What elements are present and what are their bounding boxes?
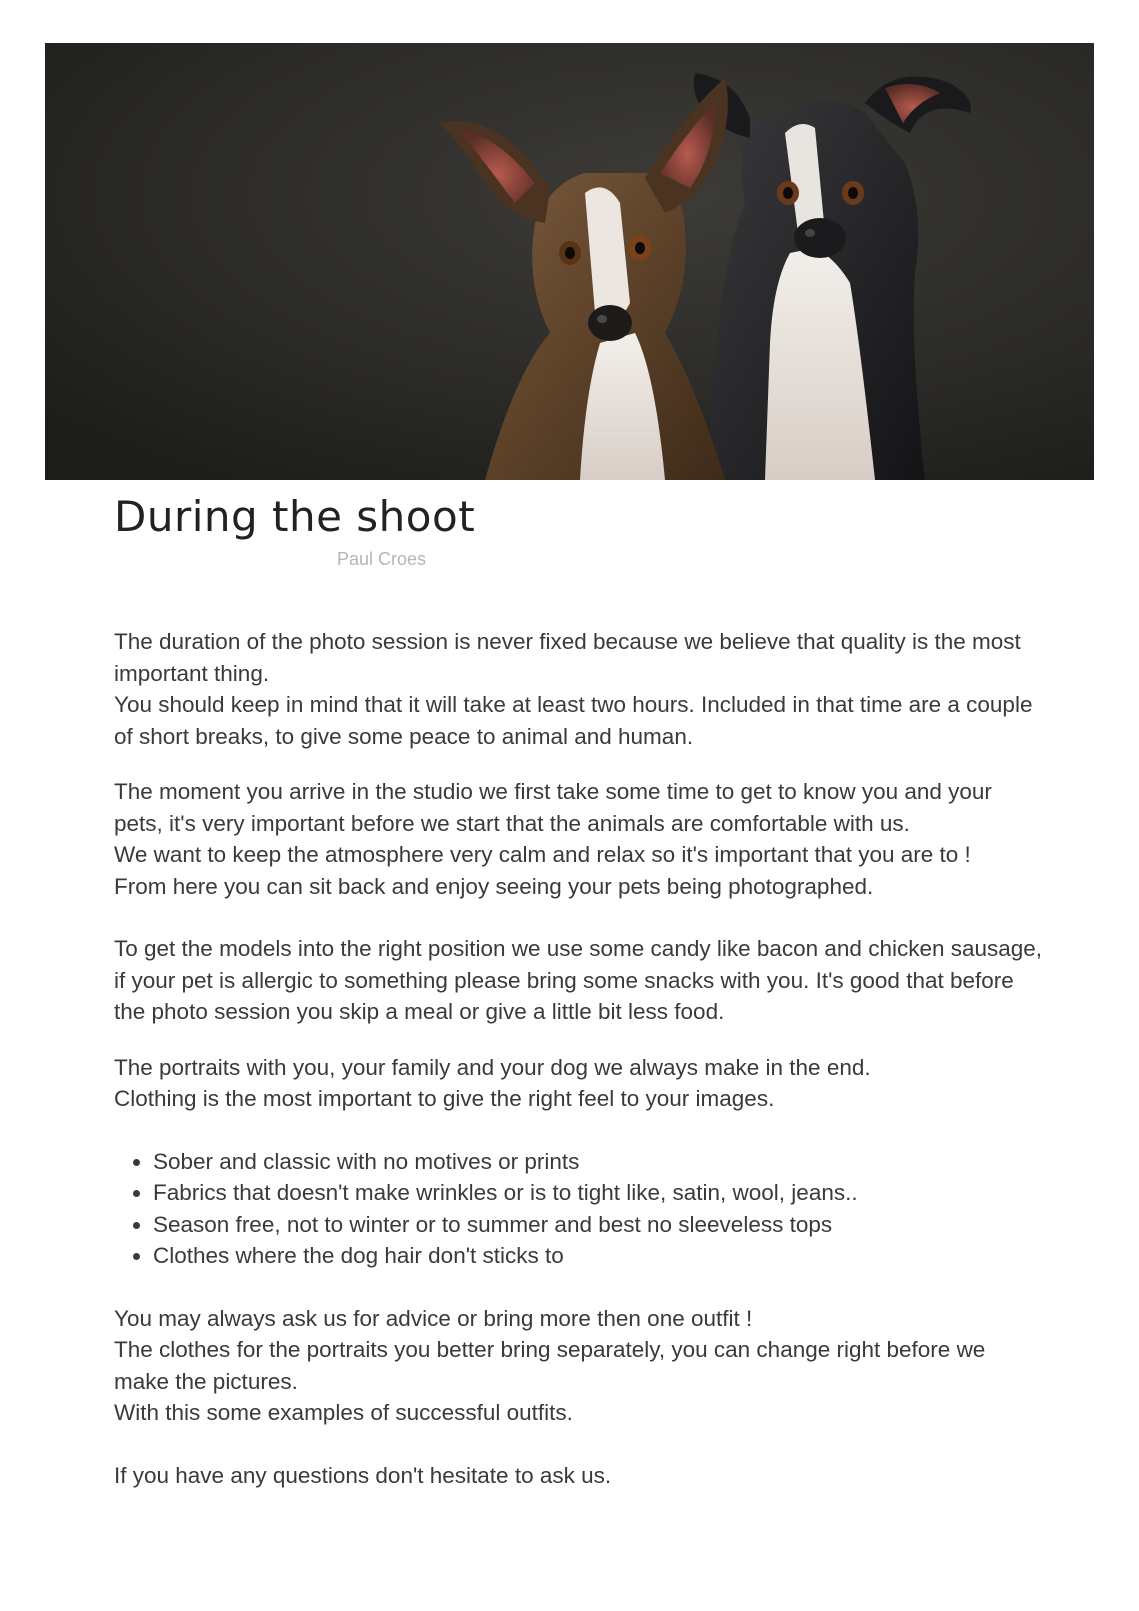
list-item: • Sober and classic with no motives or prints [153,1146,1044,1178]
author-name: Paul Croes [337,549,427,569]
hero-photo [45,43,1094,480]
clothing-tips-list [114,1146,1044,1272]
paragraph: From here you can sit back and enjoy seeing your pets being photographed. [114,873,874,899]
paragraph: Clothing is the most important to give the right feel to your images. [114,1086,775,1111]
list-item: • Fabrics that doesn't make wrinkles or is to tight like, satin, wool, jeans.. [153,1177,1044,1209]
paragraph: With this some examples of successful outfits. [114,1400,573,1425]
paragraph: The moment you arrive in the studio we first take some time to get to know you and your pets, it's very important before we start that the animals are comfortable with us. [114,779,992,836]
paragraph: The clothes for the portraits you better bring separately, you can change right before we make the pictures. [114,1337,986,1394]
paragraph: To get the models into the right position we use some candy like bacon and chicken sausage, if your pet is allergic to something please bring some snacks with you. It's good that before the photo session you skip a meal or give a little bit less food. [114,936,1043,1024]
paragraph: You should keep in mind that it will take at least two hours. Included in that time are a couple of short breaks, to give some peace to animal and human. [114,692,1033,749]
paragraph: We want to keep the atmosphere very calm and relax so it's important that you are to ! [114,842,971,867]
list-item: • Clothes where the dog hair don't sticks to [153,1240,1044,1272]
paragraph: If you have any questions don't hesitate to ask us. [114,1462,612,1488]
paragraph: The duration of the photo session is never fixed because we believe that quality is the most important thing. [114,629,1021,686]
paragraph: You may always ask us for advice or bring more then one outfit ! [114,1305,753,1331]
paragraph: The portraits with you, your family and your dog we always make in the end. [114,1054,871,1080]
two-whippet-dogs-photo [45,43,1094,480]
list-item: • Season free, not to winter or to summer and best no sleeveless tops [153,1209,1044,1241]
article-body [114,626,1044,1491]
page-title: During the shoot [114,492,476,541]
